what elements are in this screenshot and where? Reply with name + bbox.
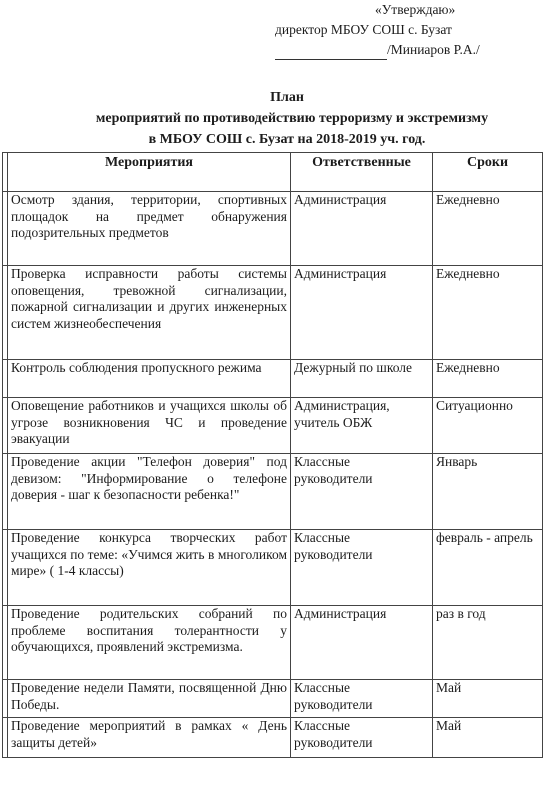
activity-cell: Контроль соблюдения пропускного режима [8,360,291,398]
responsible-cell: Администрация [291,606,433,680]
activity-cell: Осмотр здания, территории, спортивных площадок на предмет обнаружения подозрительных предметов [8,192,291,266]
term-cell: раз в год [433,606,543,680]
term-cell: Ежедневно [433,192,543,266]
term-cell: Май [433,718,543,758]
title-line-2: мероприятий по противодействию терроризму и экстремизму [95,111,489,126]
title-line-3: в МБОУ СОШ с. Бузат на 2018-2019 уч. год. [148,132,426,147]
term-cell: Ежедневно [433,360,543,398]
activity-cell: Проведение мероприятий в рамках « День защиты детей» [8,718,291,758]
plan-table [2,152,543,758]
table-row [3,454,543,530]
responsible-cell: Классные руководители [291,454,433,530]
responsible-cell: Классные руководители [291,680,433,718]
activity-cell: Оповещение работников и учащихся школы об угрозе возникновения ЧС и проведение эвакуации [8,398,291,454]
header-responsible: Ответственные [291,153,433,192]
activity-cell: Проведение недели Памяти, посвященной Дню Победы. [8,680,291,718]
activity-cell: Проведение акции "Телефон доверия" под девизом: "Информирование о телефоне доверия - шаг к безопасности ребенка!" [8,454,291,530]
table-row [3,718,543,758]
table-row [3,398,543,454]
header-term: Сроки [433,153,543,192]
activity-cell: Проведение конкурса творческих работ учащихся по теме: «Учимся жить в многоликом мире» ( 1-4 классы) [8,530,291,606]
signature-line [275,40,540,60]
approver-name: /Миниаров Р.А./ [387,42,480,57]
signature-underline [275,45,387,60]
responsible-cell: Администрация [291,266,433,360]
approval-block [275,0,540,60]
responsible-cell: Дежурный по школе [291,360,433,398]
term-cell: Ежедневно [433,266,543,360]
table-row [3,192,543,266]
document-title [0,87,544,150]
activity-cell: Проверка исправности работы системы оповещения, тревожной сигнализации, пожарной сигнализации и других инженерных систем жизнеобеспечения [8,266,291,360]
responsible-cell: Администрация, учитель ОБЖ [291,398,433,454]
term-cell: Май [433,680,543,718]
table-row [3,266,543,360]
responsible-cell: Администрация [291,192,433,266]
table-header-row [3,153,543,192]
term-cell: Ситуационно [433,398,543,454]
table-row [3,360,543,398]
term-cell: февраль - апрель [433,530,543,606]
approval-heading: «Утверждаю» [375,2,456,17]
approver-position: директор МБОУ СОШ с. Бузат [275,22,452,37]
table-row [3,530,543,606]
table-row [3,680,543,718]
responsible-cell: Классные руководители [291,530,433,606]
table-row [3,606,543,680]
header-activity: Мероприятия [8,153,291,192]
title-line-1: План [270,90,304,105]
activity-cell: Проведение родительских собраний по проблеме воспитания толерантности у обучающихся, проявлений экстремизма. [8,606,291,680]
term-cell: Январь [433,454,543,530]
responsible-cell: Классные руководители [291,718,433,758]
